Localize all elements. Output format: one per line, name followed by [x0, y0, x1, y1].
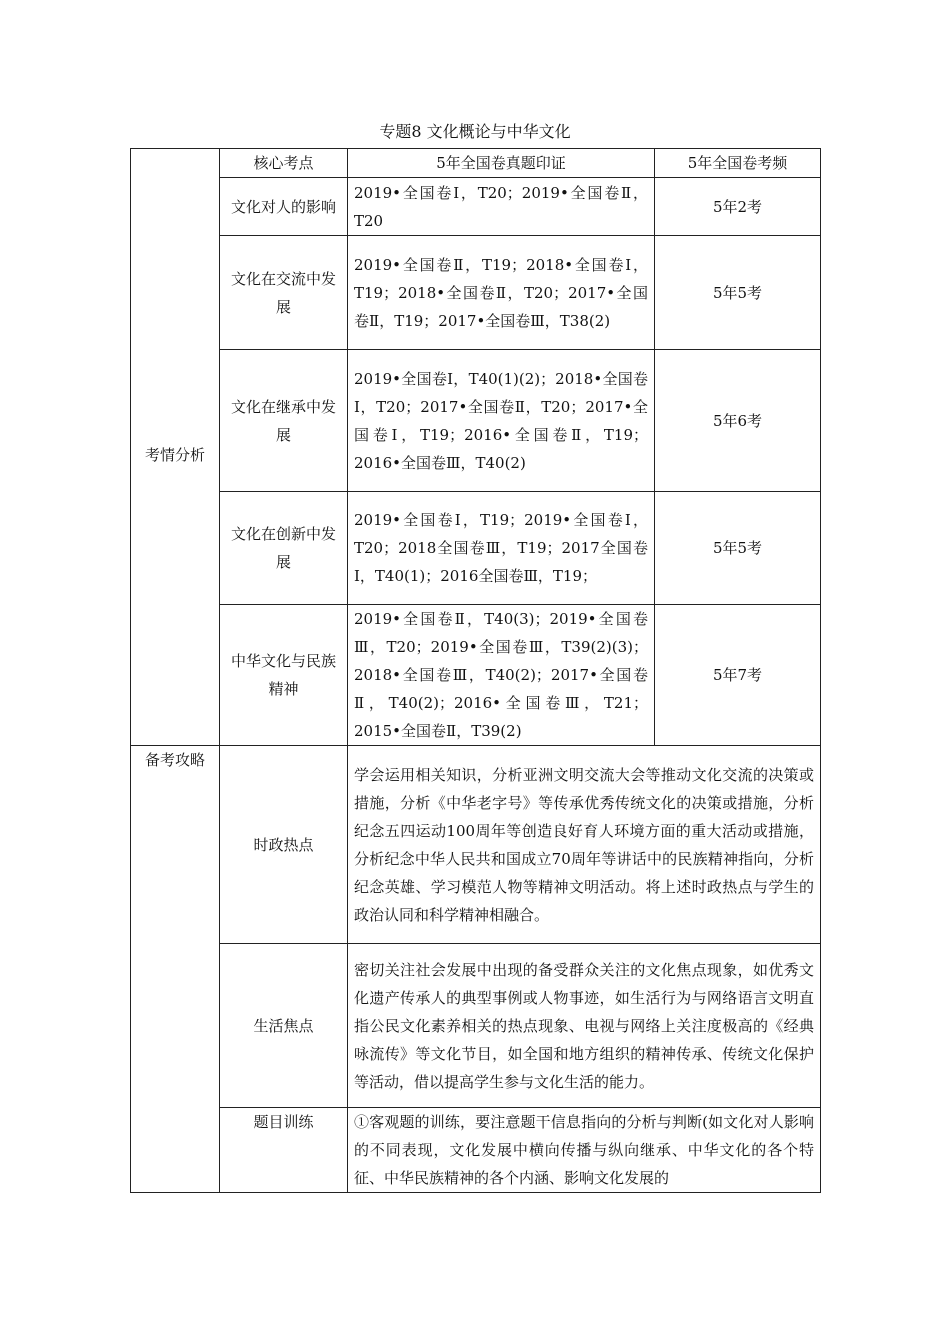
table-row	[131, 605, 821, 746]
table-row	[131, 350, 821, 492]
strategy-text: 学会运用相关知识，分析亚洲文明交流大会等推动文化交流的决策或措施，分析《中华老字号》等传承优秀传统文化的决策或措施，分析纪念五四运动100周年等创造良好育人环境方面的重大活动或措施，分析纪念中华人民共和国成立70周年等讲话中的民族精神指向，分析纪念英雄、学习模范人物等精神文明活动。将上述时政热点与学生的政治认同和科学精神相融合。	[348, 746, 821, 944]
frequency-cell: 5年6考	[655, 350, 821, 492]
table-row	[131, 236, 821, 350]
evidence-cell: 2019•全国卷Ⅰ，T40(1)(2)；2018•全国卷Ⅰ，T20；2017•全国卷Ⅱ，T20；2017•全国卷Ⅰ，T19；2016•全国卷Ⅱ，T19；2016•全国卷Ⅲ，T40(2)	[348, 350, 655, 492]
evidence-cell: 2019•全国卷Ⅰ，T19；2019•全国卷Ⅰ，T20；2018全国卷Ⅲ，T19；2017全国卷Ⅰ，T40(1)；2016全国卷Ⅲ，T19；	[348, 492, 655, 605]
evidence-cell: 2019•全国卷Ⅱ，T40(3)；2019•全国卷Ⅲ，T20；2019•全国卷Ⅲ，T39(2)(3)；2018•全国卷Ⅲ，T40(2)；2017•全国卷Ⅱ，T40(2)；2016•全国卷Ⅲ，T21；2015•全国卷Ⅱ，T39(2)	[348, 605, 655, 746]
frequency-cell: 5年5考	[655, 492, 821, 605]
frequency-cell: 5年2考	[655, 178, 821, 236]
section-label-strategy: 备考攻略	[131, 746, 220, 1193]
evidence-cell: 2019•全国卷Ⅰ，T20；2019•全国卷Ⅱ，T20	[348, 178, 655, 236]
frequency-cell: 5年5考	[655, 236, 821, 350]
topic-cell: 文化在继承中发展	[220, 350, 348, 492]
header-evidence: 5年全国卷真题印证	[348, 149, 655, 178]
strategy-text: 密切关注社会发展中出现的备受群众关注的文化焦点现象，如优秀文化遗产传承人的典型事例或人物事迹，如生活行为与网络语言文明直指公民文化素养相关的热点现象、电视与网络上关注度极高的《经典咏流传》等文化节目，如全国和地方组织的精神传承、传统文化保护等活动，借以提高学生参与文化生活的能力。	[348, 944, 821, 1108]
page-title: 专题8 文化概论与中华文化	[379, 122, 571, 141]
strategy-row	[131, 1108, 821, 1193]
header-frequency: 5年全国卷考频	[655, 149, 821, 178]
topic-cell: 文化对人的影响	[220, 178, 348, 236]
strategy-row	[131, 944, 821, 1108]
topic-cell: 文化在创新中发展	[220, 492, 348, 605]
strategy-name: 时政热点	[220, 746, 348, 944]
topic-cell: 文化在交流中发展	[220, 236, 348, 350]
header-topic: 核心考点	[220, 149, 348, 178]
strategy-name: 题目训练	[220, 1108, 348, 1193]
evidence-cell: 2019•全国卷Ⅱ，T19；2018•全国卷Ⅰ，T19；2018•全国卷Ⅱ，T20；2017•全国卷Ⅱ，T19；2017•全国卷Ⅲ，T38(2)	[348, 236, 655, 350]
frequency-cell: 5年7考	[655, 605, 821, 746]
strategy-text: ①客观题的训练，要注意题干信息指向的分析与判断(如文化对人影响的不同表现，文化发展中横向传播与纵向继承、中华文化的各个特征、中华民族精神的各个内涵、影响文化发展的	[348, 1108, 821, 1193]
section-label-analysis: 考情分析	[131, 149, 220, 746]
table-header-row	[131, 149, 821, 178]
exam-table	[130, 148, 821, 1193]
strategy-row	[131, 746, 821, 944]
table-row	[131, 178, 821, 236]
table-row	[131, 492, 821, 605]
topic-cell: 中华文化与民族精神	[220, 605, 348, 746]
strategy-name: 生活焦点	[220, 944, 348, 1108]
